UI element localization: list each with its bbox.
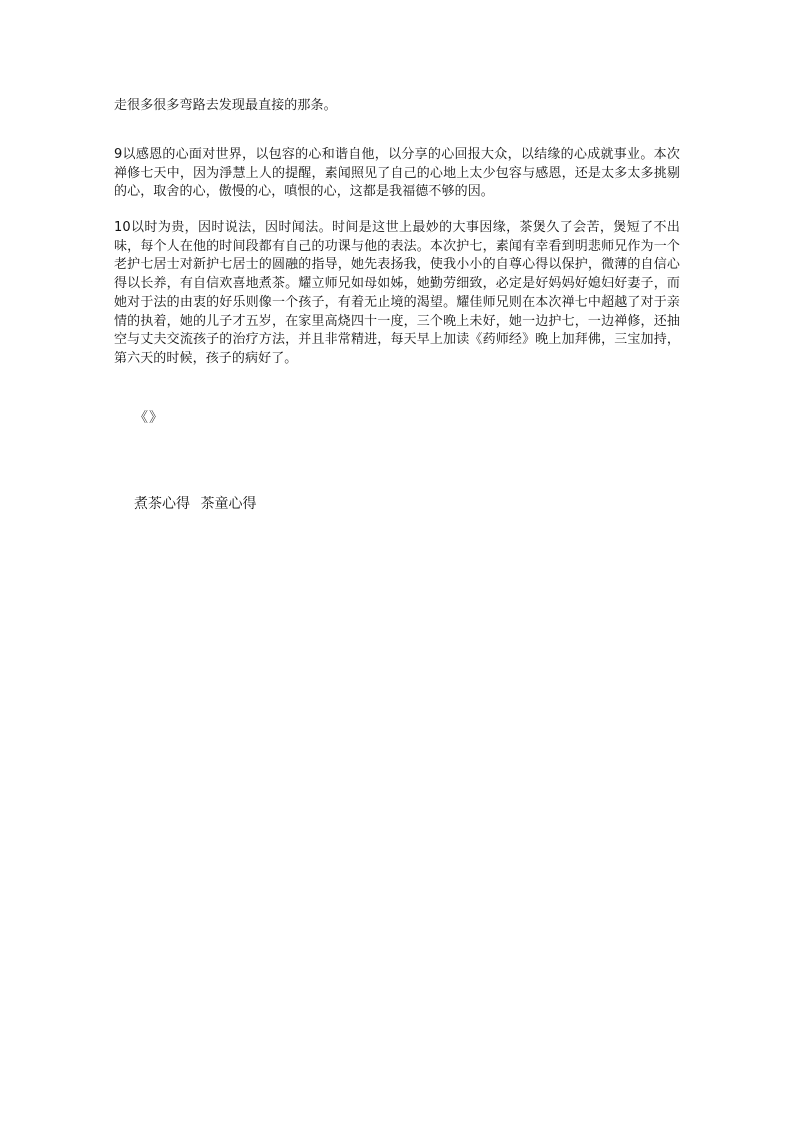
paragraph-9: 9以感恩的心面对世界，以包容的心和谐自他，以分享的心回报大众，以结缘的心成就事业。本次禅修七天中，因为淨慧上人的提醒，素闻照见了自己的心地上太少包容与感恩，还是太多太多挑剔的心，取舍的心，傲慢的心，嗔恨的心，这都是我福德不够的因。	[114, 147, 680, 200]
related-link-2[interactable]: 茶童心得	[200, 496, 257, 512]
paragraph-continued: 走很多很多弯路去发现最直接的那条。	[114, 98, 337, 113]
related-link-1[interactable]: 煮茶心得	[134, 496, 190, 512]
paragraph-10: 10以时为贵，因时说法，因时闻法。时间是这世上最妙的大事因缘，茶煲久了会苦，煲短了不出味，每个人在他的时间段都有自己的功课与他的表法。本次护七，素闻有幸看到明悲师兄作为一个老护七居士对新护七居士的圆融的指导，她先表扬我，使我小小的自尊心得以保护，微薄的自信心得以长养，有自信欢喜地煮茶。耀立师兄如母如姊，她勤劳细致，必定是好妈妈好媳妇好妻子，而她对于法的由衷的好乐则像一个孩子，有着无止境的渴望。耀佳师兄则在本次禅七中超越了对于亲情的执着，她的儿子才五岁，在家里高烧四十一度，三个晚上未好，她一边护七，一边禅修，还抽空与丈夫交流孩子的治疗方法，并且非常精进，每天早上加读《药师经》晚上加拜佛，三宝加持，第六天的时候，孩子的病好了。	[114, 220, 680, 366]
title-brackets: 《》	[134, 410, 164, 426]
related-links	[134, 494, 262, 514]
